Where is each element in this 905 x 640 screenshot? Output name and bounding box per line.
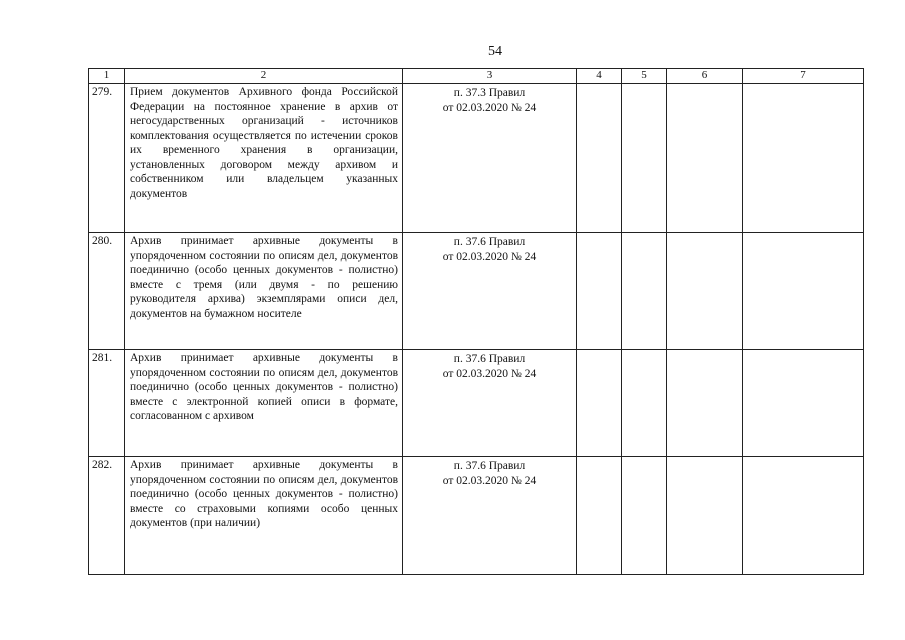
- reference-act: от 02.03.2020 № 24: [442, 367, 537, 380]
- cell-col-6: [667, 84, 743, 233]
- reference-clause: п. 37.6 Правил: [453, 353, 526, 365]
- cell-col-5: [622, 84, 667, 233]
- cell-col-5: [622, 233, 667, 350]
- row-number: 279.: [89, 84, 125, 233]
- table-row: [89, 233, 864, 350]
- cell-col-6: [667, 457, 743, 575]
- cell-col-4: [577, 84, 622, 233]
- cell-col-6: [667, 350, 743, 457]
- cell-col-4: [577, 233, 622, 350]
- page-number: 54: [488, 44, 502, 59]
- cell-col-7: [743, 457, 864, 575]
- header-col-6: 6: [667, 69, 743, 84]
- cell-col-5: [622, 350, 667, 457]
- table-row: [89, 457, 864, 575]
- requirements-table: [88, 68, 864, 575]
- legal-reference: [403, 233, 577, 350]
- row-number: 280.: [89, 233, 125, 350]
- requirement-text: Архив принимает архивные документы в упорядоченном состоянии по описям дел, документов поединично (особо ценных документов - полистно) вместе с электронной копией описи в формате, согласованном с архивом: [125, 350, 403, 457]
- cell-col-7: [743, 350, 864, 457]
- header-col-5: 5: [622, 69, 667, 84]
- reference-clause: п. 37.6 Правил: [453, 460, 526, 472]
- reference-clause: п. 37.3 Правил: [453, 87, 526, 99]
- reference-clause: п. 37.6 Правил: [453, 236, 526, 248]
- table-row: [89, 84, 864, 233]
- row-number: 281.: [89, 350, 125, 457]
- table-row: [89, 350, 864, 457]
- header-col-2: 2: [125, 69, 403, 84]
- legal-reference: [403, 84, 577, 233]
- legal-reference: [403, 457, 577, 575]
- cell-col-4: [577, 457, 622, 575]
- reference-act: от 02.03.2020 № 24: [442, 250, 537, 263]
- row-number: 282.: [89, 457, 125, 575]
- header-row: [89, 69, 864, 84]
- cell-col-7: [743, 233, 864, 350]
- requirement-text: Архив принимает архивные документы в упорядоченном состоянии по описям дел, документов поединично (особо ценных документов - полистно) вместе с тремя (или двумя - по решению руководителя архива) экземплярами описи дел, документов на бумажном носителе: [125, 233, 403, 350]
- header-col-4: 4: [577, 69, 622, 84]
- cell-col-6: [667, 233, 743, 350]
- cell-col-7: [743, 84, 864, 233]
- requirement-text: Прием документов Архивного фонда Российской Федерации на постоянное хранение в архив от негосударственных организаций - источников комплектования осуществляется по истечении сроков их временного хранения в организации, установленных договором между архивом и собственником или владельцем указанных документов: [125, 84, 403, 233]
- reference-act: от 02.03.2020 № 24: [442, 101, 537, 114]
- cell-col-5: [622, 457, 667, 575]
- cell-col-4: [577, 350, 622, 457]
- requirement-text: Архив принимает архивные документы в упорядоченном состоянии по описям дел, документов поединично (особо ценных документов - полистно) вместе со страховыми копиями особо ценных документов (при наличии): [125, 457, 403, 575]
- reference-act: от 02.03.2020 № 24: [442, 474, 537, 487]
- header-col-1: 1: [89, 69, 125, 84]
- legal-reference: [403, 350, 577, 457]
- header-col-7: 7: [743, 69, 864, 84]
- header-col-3: 3: [403, 69, 577, 84]
